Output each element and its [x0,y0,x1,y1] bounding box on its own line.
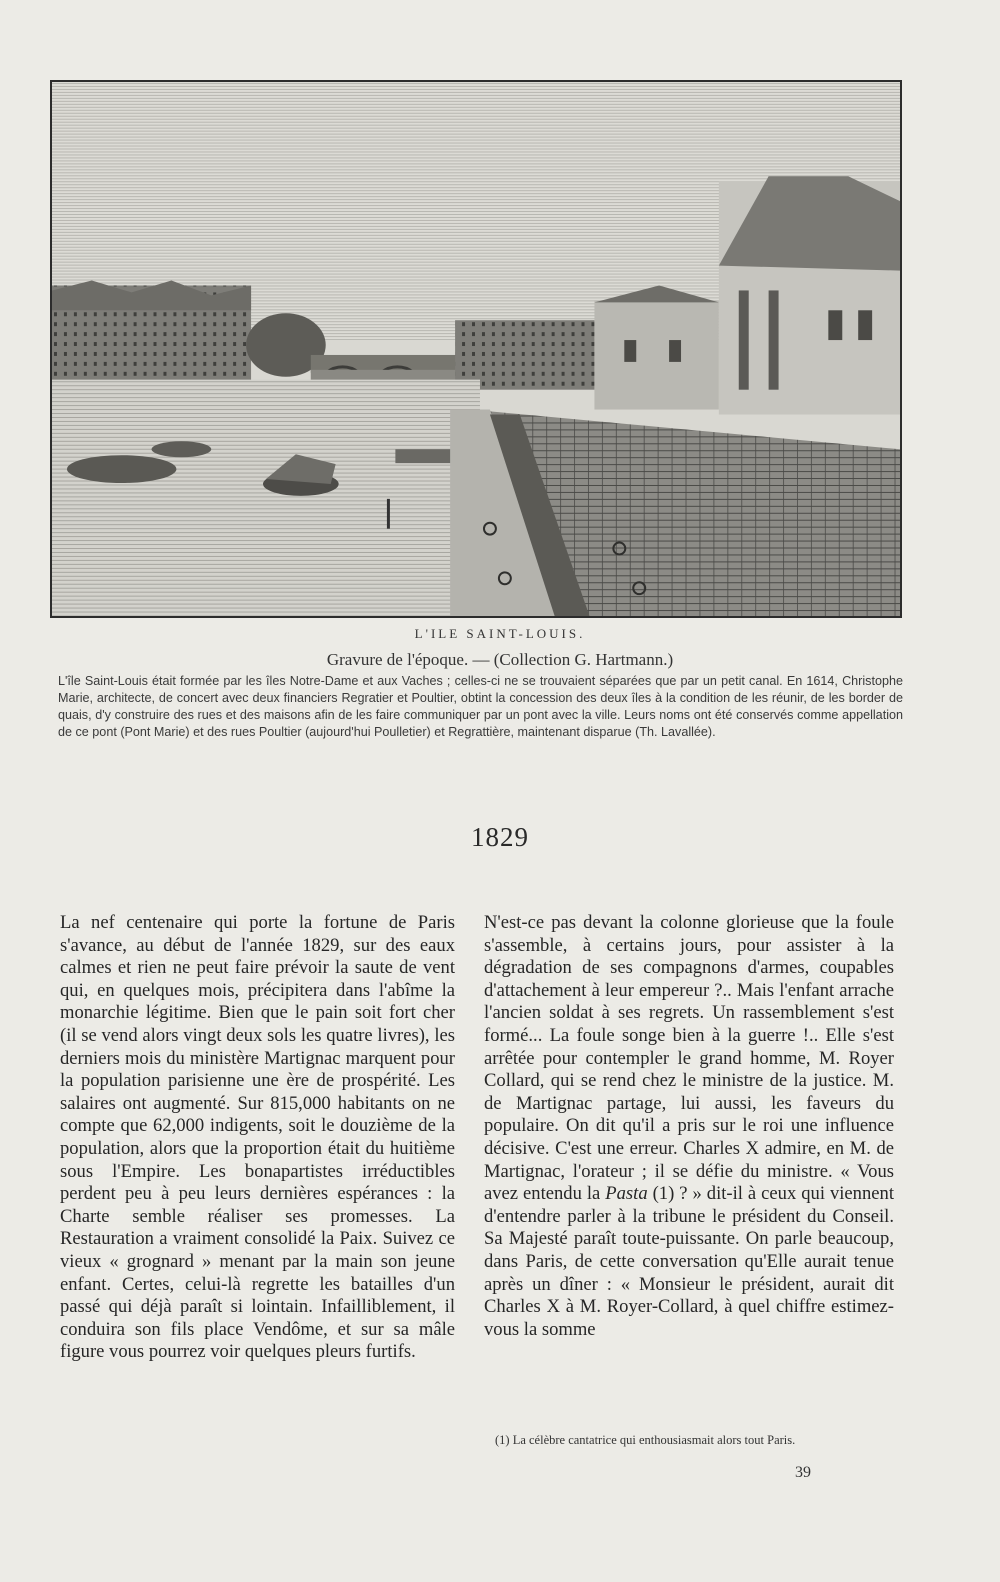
right-column-text-part-2: (1) ? » dit-il à ceux qui viennent d'entendre parler à la tribune le président du Conseil. Sa Majesté paraît toute-puissante. On parle beaucoup, dans Paris, de cette conversation qu'Elle aurait tenue après un dîner : « Monsieur le président, aurait dit Charles X à M. Royer-Collard, à quel chiffre estimez-vous la somme [484,1183,894,1340]
caption-title: L'ILE SAINT-LOUIS. [414,626,586,641]
caption-source: Gravure de l'époque. — (Collection G. Hartmann.) [326,650,674,669]
footnote: (1) La célèbre cantatrice qui enthousiasmait alors tout Paris. [495,1433,796,1447]
right-column-text-part-1: N'est-ce pas devant la colonne glorieuse que la foule s'assemble, à certains jours, pour assister à la dégradation de ses compagnons d'armes, coupables d'attachement à leur empereur ?.. Mais l'enfant arrache l'ancien soldat à ses regrets. Un rassemblement s'est formé... La foule songe bien à la guerre !.. Elle s'est arrêtée pour contempler le grand homme, M. Royer Collard, qui se rend chez le ministre de la justice. M. de Martignac partage, lui aussi, les faveurs du populaire. On dit qu'il a pris sur le roi une influence décisive. C'est une erreur. Charles X admire, en M. de Martignac, l'orateur ; il se défie du ministre. « Vous avez entendu la [484,912,894,1205]
right-column-italic-pasta: Pasta [605,1183,648,1205]
engraving-ile-saint-louis [50,80,902,618]
section-year-heading: 1829 [471,822,529,852]
right-column-paragraph [484,912,894,1341]
left-column-paragraph: La nef centenaire qui porte la fortune de Paris s'avance, au début de l'année 1829, sur des eaux calmes et rien ne peut faire prévoir la saute de vent qui, en quelques mois, précipitera dans l'abîme la monarchie légitime. Bien que le pain soit fort cher (il se vend alors vingt deux sols les quatre livres), les derniers mois du ministère Martignac marquent pour la population parisienne une ère de prospérité. Les salaires ont augmenté. Sur 815,000 habitants on ne compte que 62,000 indigents, soit le douzième de la population, alors que la proportion était du huitième sous l'Empire. Les bonapartistes irréductibles perdent peu à peu leurs dernières espérances : la Charte semble réaliser ses promesses. La Restauration a vraiment consolidé la Paix. Suivez ce vieux « grognard » menant par la main son jeune enfant. Certes, celui-là regrette les batailles d'un passé qui déjà paraît si lointain. Infailliblement, il conduira son fils place Vendôme, et sur sa mâle figure vous pourrez voir quelques pleurs furtifs. [60,912,455,1363]
body-right-column [484,912,894,1341]
caption-text: L'île Saint-Louis était formée par les îles Notre-Dame et aux Vaches ; celles-ci ne se trouvaient séparées que par un petit canal. En 1614, Christophe Marie, architecte, de concert avec deux financiers Regratier et Poultier, obtint la concession des deux îles à la condition de les réunir, de les border de quais, d'y construire des rues et des maisons afin de les faire communiquer par un pont avec la ville. Leurs noms ont été conservés comme appellation de ce pont (Pont Marie) et des rues Poultier (aujourd'hui Poulletier) et Regrattière, maintenant disparue (Th. Lavallée). [58,674,903,739]
page-number: 39 [795,1464,811,1481]
body-left-column [60,912,455,1364]
engraving-illustration [52,82,900,616]
